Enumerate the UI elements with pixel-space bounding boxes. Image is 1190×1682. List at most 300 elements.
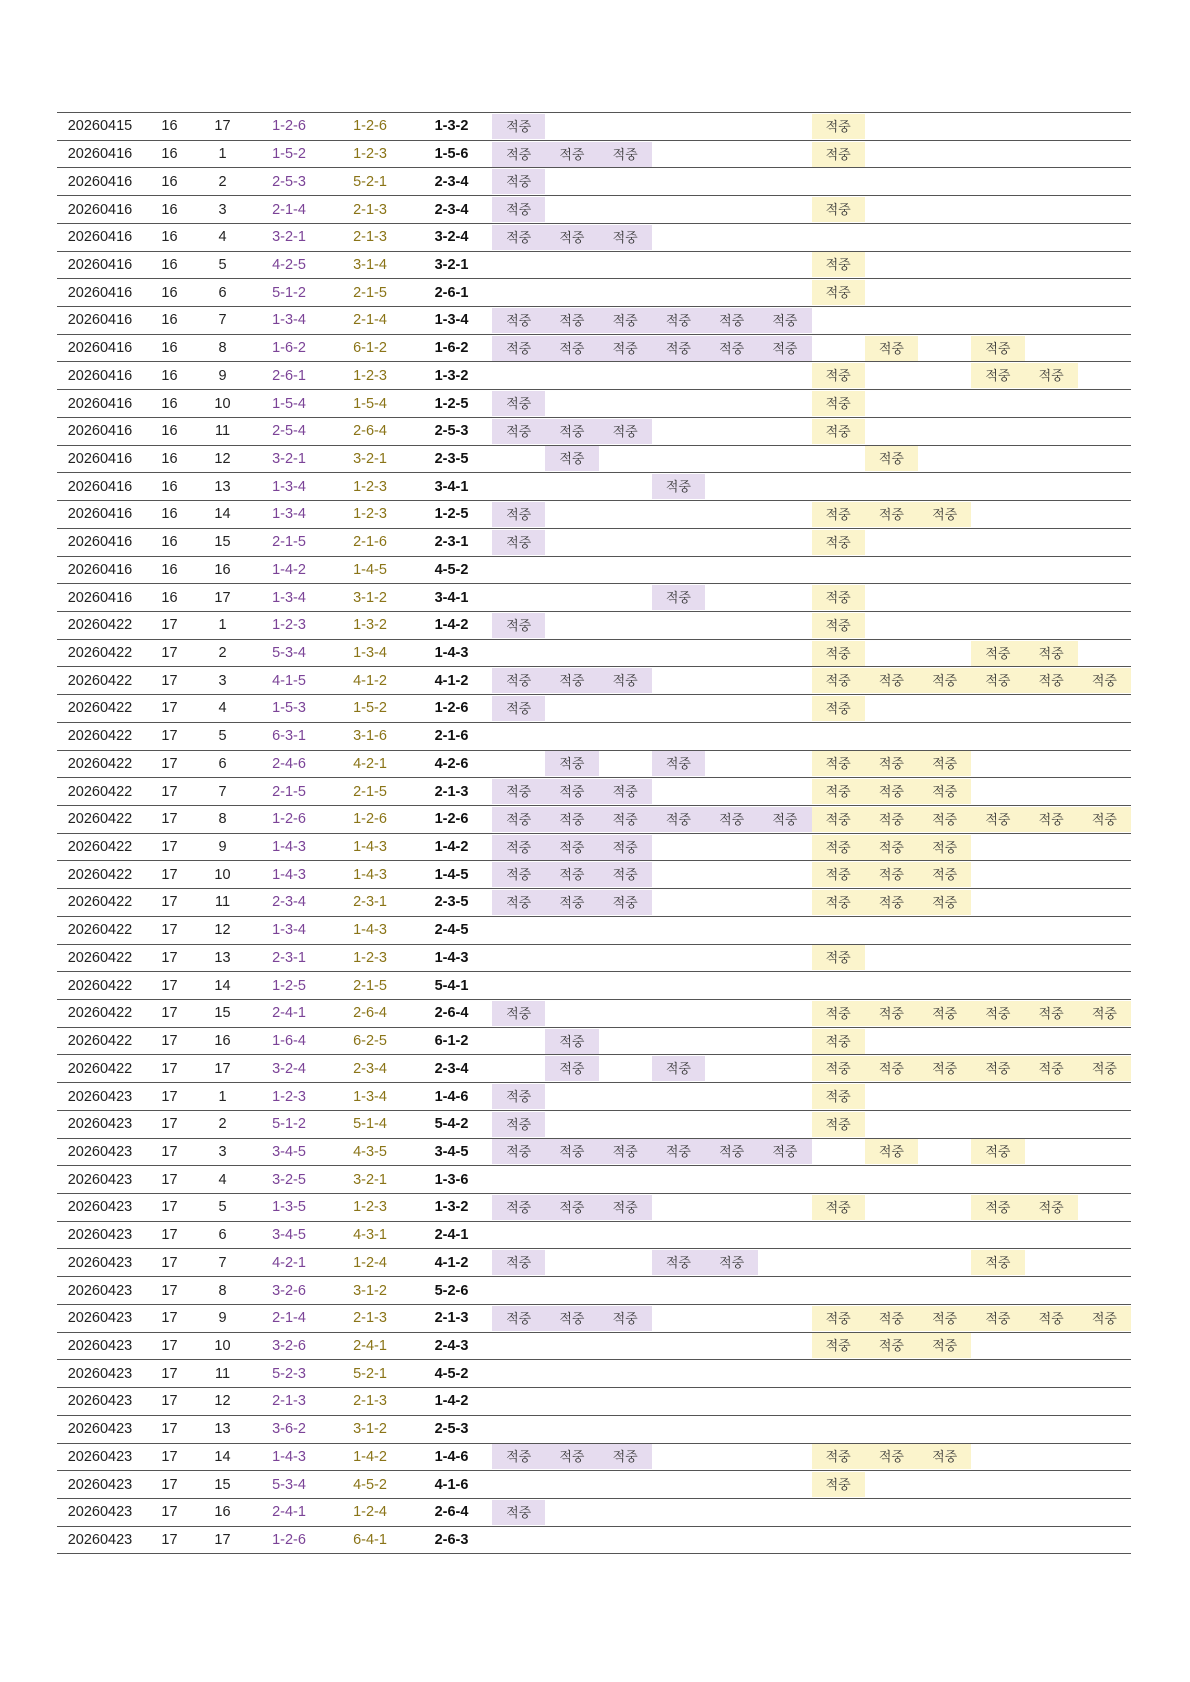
hit-cell-a	[758, 334, 811, 362]
round-cell: 16	[161, 450, 178, 467]
hit-cell-b	[918, 417, 971, 445]
result-cell: 4-1-2	[434, 672, 469, 689]
hit-cell-a	[758, 279, 811, 307]
hit-cell-b	[1025, 1471, 1078, 1499]
hit-badge: 적중	[865, 807, 918, 832]
hit-cell-b	[971, 889, 1024, 917]
hit-cell-b	[812, 584, 865, 612]
hit-badge: 적중	[545, 446, 598, 471]
date-cell: 20260416	[67, 201, 133, 218]
table-row	[57, 1360, 1131, 1388]
hit-badge: 적중	[812, 1112, 865, 1137]
hit-cell-b	[812, 1277, 865, 1305]
hit-cell-b	[812, 1415, 865, 1443]
hit-cell-b	[1078, 307, 1131, 335]
hit-cell-a	[758, 1194, 811, 1222]
result-cell: 1-4-3	[434, 949, 469, 966]
hit-cell-a	[599, 1415, 652, 1443]
hit-cell-a	[652, 584, 705, 612]
hit-cell-a	[599, 778, 652, 806]
race-cell: 3	[218, 672, 227, 689]
round-cell: 16	[161, 478, 178, 495]
round-cell: 17	[161, 894, 178, 911]
hit-cell-a	[492, 750, 545, 778]
round-cell: 17	[161, 1116, 178, 1133]
hit-badge: 적중	[918, 835, 971, 860]
hit-cell-b	[865, 861, 918, 889]
result-cell: 2-1-3	[434, 1310, 469, 1327]
hit-cell-a	[545, 1027, 598, 1055]
pick1-cell: 3-2-6	[272, 1337, 306, 1354]
hit-cell-b	[918, 390, 971, 418]
round-cell: 17	[161, 783, 178, 800]
hit-cell-b	[1078, 916, 1131, 944]
race-cell: 8	[218, 340, 227, 357]
date-cell: 20260416	[67, 146, 133, 163]
hit-badge: 적중	[812, 391, 865, 416]
hit-cell-a	[705, 1083, 758, 1111]
hit-cell-a	[545, 1221, 598, 1249]
hit-cell-a	[758, 417, 811, 445]
hit-badge: 적중	[545, 336, 598, 361]
round-cell: 16	[161, 118, 178, 135]
hit-badge: 적중	[1025, 1195, 1078, 1220]
hit-badge: 적중	[865, 890, 918, 915]
result-cell: 2-6-1	[434, 284, 469, 301]
hit-badge: 적중	[918, 751, 971, 776]
hit-cell-a	[545, 1110, 598, 1138]
pick2-cell: 1-2-4	[353, 1504, 387, 1521]
hit-cell-b	[971, 1277, 1024, 1305]
pick2-cell: 1-2-3	[353, 506, 387, 523]
race-cell: 5	[218, 728, 227, 745]
hit-cell-b	[865, 168, 918, 196]
date-cell: 20260422	[67, 1005, 133, 1022]
hit-badge: 적중	[545, 751, 598, 776]
hit-badge: 적중	[599, 142, 652, 167]
hit-badge: 적중	[652, 474, 705, 499]
hit-cell-b	[1078, 196, 1131, 224]
pick1-cell: 1-2-3	[272, 617, 306, 634]
hit-badge: 적중	[492, 779, 545, 804]
hit-cell-a	[705, 140, 758, 168]
hit-cell-a	[545, 251, 598, 279]
hit-badge: 적중	[865, 668, 918, 693]
pick1-cell: 2-3-4	[272, 894, 306, 911]
hit-cell-b	[971, 972, 1024, 1000]
hit-badge: 적중	[492, 225, 545, 250]
hit-badge: 적중	[865, 1139, 918, 1164]
hit-cell-a	[492, 279, 545, 307]
hit-badge: 적중	[812, 1306, 865, 1331]
hit-cell-a	[705, 889, 758, 917]
hit-cell-b	[1025, 1388, 1078, 1416]
hit-cell-a	[758, 251, 811, 279]
hit-cell-a	[758, 944, 811, 972]
race-cell: 14	[214, 977, 231, 994]
hit-cell-a	[492, 362, 545, 390]
hit-badge: 적중	[1078, 1306, 1131, 1331]
pick2-cell: 1-2-3	[353, 949, 387, 966]
hit-badge: 적중	[492, 1250, 545, 1275]
hit-cell-b	[971, 667, 1024, 695]
round-cell: 17	[161, 1088, 178, 1105]
hit-cell-b	[1078, 750, 1131, 778]
hit-badge: 적중	[971, 1056, 1024, 1081]
hit-cell-a	[758, 667, 811, 695]
hit-cell-b	[812, 944, 865, 972]
hit-cell-b	[1078, 1498, 1131, 1526]
hit-cell-a	[705, 1249, 758, 1277]
pick2-cell: 3-1-4	[353, 256, 387, 273]
hit-badge: 적중	[865, 336, 918, 361]
hit-cell-b	[971, 279, 1024, 307]
round-cell: 16	[161, 561, 178, 578]
hit-cell-b	[1025, 916, 1078, 944]
pick1-cell: 1-4-3	[272, 866, 306, 883]
hit-cell-b	[812, 1498, 865, 1526]
hit-cell-b	[812, 223, 865, 251]
table-row	[57, 334, 1131, 362]
hit-cell-a	[545, 501, 598, 529]
pick2-cell: 2-1-6	[353, 534, 387, 551]
hit-badge: 적중	[865, 1001, 918, 1026]
hit-cell-b	[1025, 417, 1078, 445]
hit-cell-a	[705, 944, 758, 972]
hit-cell-b	[812, 279, 865, 307]
hit-cell-b	[1078, 1360, 1131, 1388]
hit-cell-a	[652, 639, 705, 667]
pick1-cell: 1-2-5	[272, 977, 306, 994]
hit-badge: 적중	[545, 308, 598, 333]
hit-cell-a	[705, 1055, 758, 1083]
hit-badge: 적중	[918, 1001, 971, 1026]
race-cell: 1	[218, 146, 227, 163]
table-row	[57, 750, 1131, 778]
date-cell: 20260416	[67, 284, 133, 301]
hit-badge: 적중	[705, 308, 758, 333]
hit-cell-a	[705, 1194, 758, 1222]
hit-badge: 적중	[812, 114, 865, 139]
hit-cell-a	[492, 722, 545, 750]
hit-cell-a	[492, 307, 545, 335]
hit-cell-b	[1025, 695, 1078, 723]
hit-badge: 적중	[812, 530, 865, 555]
hit-badge: 적중	[492, 391, 545, 416]
result-cell: 3-4-1	[434, 478, 469, 495]
race-cell: 13	[214, 949, 231, 966]
hit-cell-b	[1078, 805, 1131, 833]
hit-cell-a	[545, 1332, 598, 1360]
date-cell: 20260422	[67, 949, 133, 966]
table-row	[57, 944, 1131, 972]
hit-cell-b	[1078, 113, 1131, 141]
hit-cell-b	[971, 639, 1024, 667]
hit-badge: 적중	[812, 862, 865, 887]
hit-cell-a	[492, 805, 545, 833]
pick1-cell: 6-3-1	[272, 728, 306, 745]
hit-cell-b	[812, 1304, 865, 1332]
hit-cell-a	[758, 833, 811, 861]
hit-cell-a	[599, 611, 652, 639]
pick2-cell: 1-3-2	[353, 617, 387, 634]
table-row	[57, 1055, 1131, 1083]
hit-badge: 적중	[545, 1139, 598, 1164]
race-cell: 12	[214, 450, 231, 467]
hit-cell-b	[971, 1304, 1024, 1332]
hit-cell-a	[652, 334, 705, 362]
hit-badge: 적중	[812, 585, 865, 610]
hit-cell-b	[1025, 1083, 1078, 1111]
hit-cell-b	[865, 279, 918, 307]
date-cell: 20260416	[67, 534, 133, 551]
hit-cell-b	[1078, 778, 1131, 806]
hit-cell-b	[865, 223, 918, 251]
hit-cell-b	[1025, 805, 1078, 833]
round-cell: 16	[161, 201, 178, 218]
hit-badge: 적중	[971, 1306, 1024, 1331]
hit-cell-b	[812, 889, 865, 917]
hit-cell-b	[865, 1388, 918, 1416]
hit-cell-b	[865, 639, 918, 667]
hit-cell-a	[545, 307, 598, 335]
hit-cell-b	[918, 1443, 971, 1471]
date-cell: 20260416	[67, 395, 133, 412]
hit-cell-a	[705, 1388, 758, 1416]
hit-cell-b	[865, 1249, 918, 1277]
hit-cell-a	[545, 1055, 598, 1083]
hit-cell-b	[918, 805, 971, 833]
hit-cell-b	[865, 805, 918, 833]
pick1-cell: 1-5-3	[272, 700, 306, 717]
pick2-cell: 4-3-5	[353, 1143, 387, 1160]
hit-cell-b	[812, 307, 865, 335]
hit-cell-a	[652, 1083, 705, 1111]
hit-cell-b	[865, 750, 918, 778]
result-cell: 2-6-3	[434, 1532, 469, 1549]
hit-cell-a	[599, 1498, 652, 1526]
hit-cell-b	[1078, 1166, 1131, 1194]
table-row	[57, 417, 1131, 445]
hit-badge: 적중	[812, 197, 865, 222]
pick2-cell: 3-2-1	[353, 1171, 387, 1188]
hit-cell-a	[652, 861, 705, 889]
hit-cell-a	[705, 1498, 758, 1526]
hit-cell-b	[971, 1055, 1024, 1083]
round-cell: 17	[161, 949, 178, 966]
table-row	[57, 667, 1131, 695]
hit-cell-b	[865, 972, 918, 1000]
hit-badge: 적중	[812, 945, 865, 970]
hit-cell-a	[705, 362, 758, 390]
hit-cell-b	[1078, 1000, 1131, 1028]
result-cell: 1-4-2	[434, 617, 469, 634]
date-cell: 20260423	[67, 1337, 133, 1354]
race-cell: 15	[214, 1005, 231, 1022]
hit-cell-b	[1078, 473, 1131, 501]
round-cell: 16	[161, 506, 178, 523]
date-cell: 20260422	[67, 645, 133, 662]
hit-cell-b	[1078, 889, 1131, 917]
hit-cell-b	[918, 334, 971, 362]
results-page	[57, 112, 1131, 1554]
hit-cell-b	[971, 695, 1024, 723]
hit-cell-b	[812, 861, 865, 889]
date-cell: 20260422	[67, 839, 133, 856]
result-cell: 1-3-2	[434, 1199, 469, 1216]
table-row	[57, 223, 1131, 251]
date-cell: 20260422	[67, 617, 133, 634]
hit-cell-a	[492, 1415, 545, 1443]
hit-badge: 적중	[545, 142, 598, 167]
hit-cell-a	[599, 695, 652, 723]
hit-cell-b	[1078, 1415, 1131, 1443]
hit-cell-a	[545, 1526, 598, 1554]
result-cell: 1-2-6	[434, 700, 469, 717]
hit-cell-a	[705, 695, 758, 723]
hit-cell-a	[705, 1443, 758, 1471]
hit-cell-a	[652, 445, 705, 473]
hit-badge: 적중	[492, 807, 545, 832]
hit-cell-b	[1078, 1304, 1131, 1332]
race-cell: 8	[218, 1282, 227, 1299]
table-row	[57, 251, 1131, 279]
table-row	[57, 639, 1131, 667]
hit-badge: 적중	[812, 779, 865, 804]
round-cell: 17	[161, 1171, 178, 1188]
hit-cell-a	[599, 251, 652, 279]
hit-cell-a	[492, 334, 545, 362]
result-cell: 1-4-6	[434, 1448, 469, 1465]
hit-badge: 적중	[1078, 1056, 1131, 1081]
hit-cell-b	[971, 1526, 1024, 1554]
round-cell: 17	[161, 1421, 178, 1438]
hit-cell-a	[652, 140, 705, 168]
hit-cell-a	[705, 1415, 758, 1443]
hit-cell-a	[705, 251, 758, 279]
date-cell: 20260423	[67, 1421, 133, 1438]
hit-cell-b	[1078, 140, 1131, 168]
hit-cell-a	[545, 334, 598, 362]
date-cell: 20260416	[67, 423, 133, 440]
date-cell: 20260423	[67, 1448, 133, 1465]
pick2-cell: 1-2-3	[353, 367, 387, 384]
hit-cell-a	[758, 750, 811, 778]
hit-cell-a	[652, 667, 705, 695]
race-cell: 3	[218, 201, 227, 218]
hit-cell-b	[918, 168, 971, 196]
pick1-cell: 1-3-4	[272, 589, 306, 606]
pick1-cell: 3-4-5	[272, 1227, 306, 1244]
hit-cell-a	[652, 1138, 705, 1166]
hit-cell-a	[599, 140, 652, 168]
hit-cell-a	[758, 445, 811, 473]
pick2-cell: 2-1-3	[353, 229, 387, 246]
hit-cell-b	[1078, 223, 1131, 251]
pick2-cell: 2-1-3	[353, 1393, 387, 1410]
hit-cell-a	[492, 667, 545, 695]
hit-cell-b	[1078, 168, 1131, 196]
hit-cell-b	[1025, 168, 1078, 196]
result-cell: 1-4-2	[434, 1393, 469, 1410]
pick2-cell: 1-4-3	[353, 866, 387, 883]
hit-cell-b	[1078, 334, 1131, 362]
pick2-cell: 1-4-2	[353, 1448, 387, 1465]
hit-cell-b	[971, 916, 1024, 944]
pick2-cell: 2-1-5	[353, 977, 387, 994]
hit-cell-a	[652, 1110, 705, 1138]
date-cell: 20260423	[67, 1393, 133, 1410]
hit-cell-a	[705, 722, 758, 750]
hit-cell-a	[492, 1443, 545, 1471]
hit-cell-b	[1025, 528, 1078, 556]
hit-badge: 적중	[918, 1056, 971, 1081]
hit-cell-a	[545, 778, 598, 806]
result-cell: 4-1-2	[434, 1254, 469, 1271]
table-row	[57, 889, 1131, 917]
hit-cell-b	[918, 1277, 971, 1305]
result-cell: 4-2-6	[434, 755, 469, 772]
hit-cell-b	[812, 1027, 865, 1055]
hit-badge: 적중	[918, 807, 971, 832]
hit-cell-b	[1025, 1027, 1078, 1055]
hit-cell-a	[492, 113, 545, 141]
hit-cell-b	[1078, 528, 1131, 556]
hit-cell-a	[599, 528, 652, 556]
hit-cell-a	[758, 473, 811, 501]
hit-cell-b	[865, 833, 918, 861]
hit-badge: 적중	[1025, 1056, 1078, 1081]
hit-cell-a	[599, 1166, 652, 1194]
race-cell: 17	[214, 1532, 231, 1549]
hit-cell-a	[652, 307, 705, 335]
pick1-cell: 3-2-4	[272, 1060, 306, 1077]
race-cell: 15	[214, 1476, 231, 1493]
hit-cell-b	[812, 1471, 865, 1499]
hit-cell-a	[492, 445, 545, 473]
hit-badge: 적중	[1025, 641, 1078, 666]
race-cell: 9	[218, 1310, 227, 1327]
hit-cell-b	[812, 445, 865, 473]
hit-badge: 적중	[492, 1444, 545, 1469]
round-cell: 16	[161, 312, 178, 329]
hit-badge: 적중	[758, 308, 811, 333]
date-cell: 20260422	[67, 783, 133, 800]
round-cell: 17	[161, 1476, 178, 1493]
hit-cell-b	[971, 778, 1024, 806]
hit-cell-b	[812, 362, 865, 390]
race-cell: 10	[214, 395, 231, 412]
hit-cell-b	[1078, 1332, 1131, 1360]
hit-cell-b	[971, 168, 1024, 196]
hit-cell-a	[758, 1277, 811, 1305]
hit-cell-a	[705, 1526, 758, 1554]
hit-cell-a	[705, 833, 758, 861]
table-row	[57, 168, 1131, 196]
hit-cell-a	[545, 916, 598, 944]
date-cell: 20260423	[67, 1227, 133, 1244]
hit-cell-a	[758, 307, 811, 335]
hit-cell-b	[1078, 611, 1131, 639]
hit-cell-b	[918, 1027, 971, 1055]
pick1-cell: 1-3-4	[272, 478, 306, 495]
hit-cell-a	[705, 1304, 758, 1332]
hit-cell-a	[545, 279, 598, 307]
hit-cell-b	[812, 722, 865, 750]
hit-cell-b	[1078, 1055, 1131, 1083]
race-cell: 5	[218, 1199, 227, 1216]
hit-badge: 적중	[599, 308, 652, 333]
